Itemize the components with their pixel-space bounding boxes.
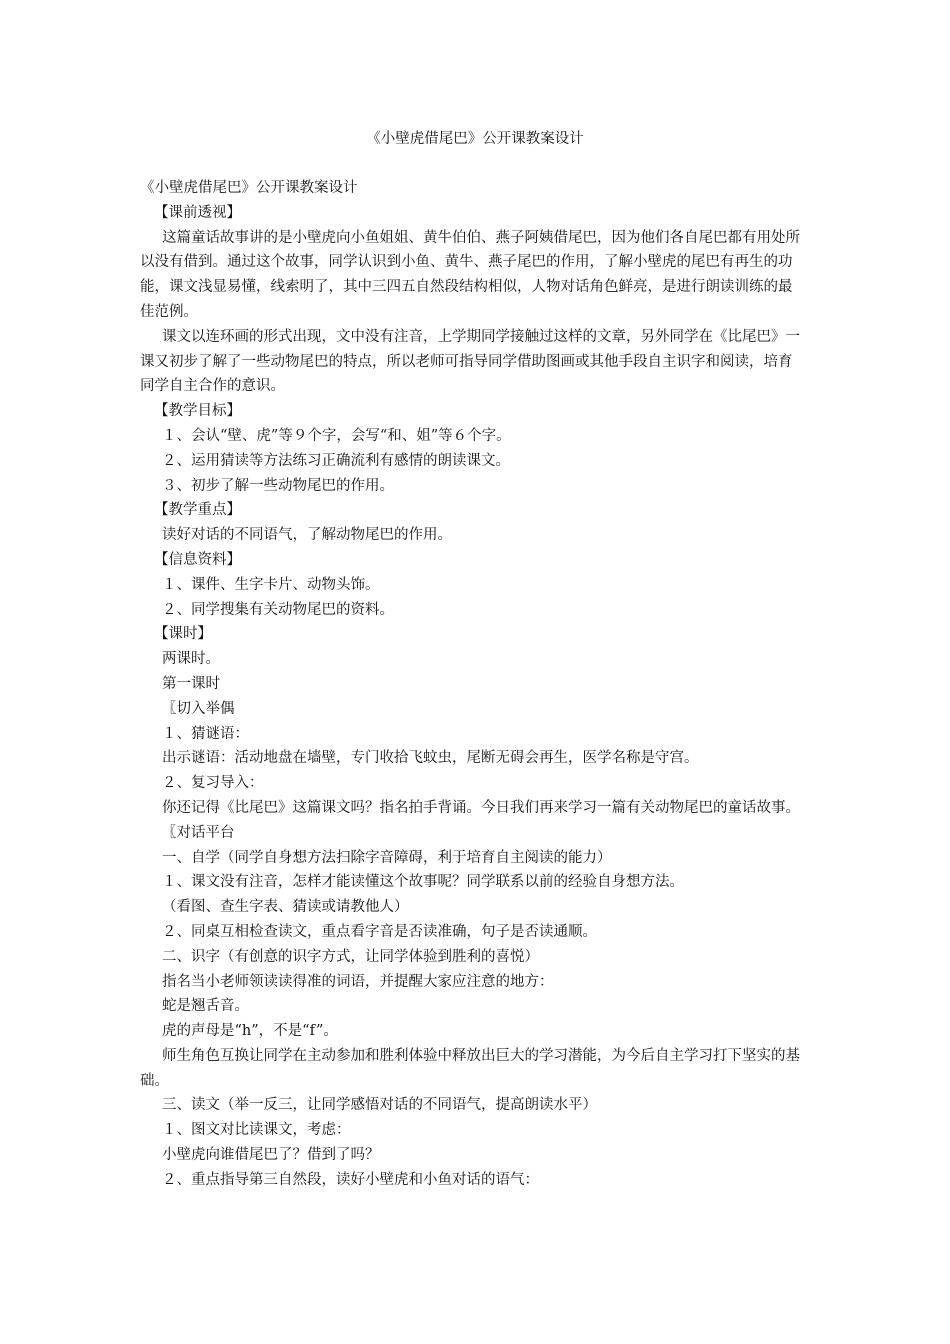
list-item: １、课文没有注音，怎样才能读懂这个故事呢？同学联系以前的经验自身想方法。	[162, 874, 684, 891]
paragraph: 三、读文（举一反三，让同学感悟对话的不同语气，提高朗读水平）	[162, 1097, 597, 1114]
paragraph: （看图、查生字表、猜读或请教他人）	[162, 899, 409, 916]
paragraph: 这篇童话故事讲的是小壁虎向小鱼姐姐、黄牛伯伯、燕子阿姨借尾巴，因为他们各自尾巴都有用处所以没有借到。通过这个故事，同学认识到小鱼、黄牛、燕子尾巴的作用，了解小壁虎的尾巴有再生的功能，课文浅显易懂，线索明了，其中三四五自然段结构相似，人物对话角色鲜亮，是进行朗读训练的最佳范例。	[140, 229, 800, 320]
section-heading: 〖切入举偶	[162, 700, 235, 717]
section-heading: 【教学重点】	[154, 502, 241, 519]
list-item: ２、复习导入：	[162, 775, 264, 792]
list-item: １、会认“壁、虎”等９个字，会写“和、姐”等６个字。	[162, 427, 511, 444]
subtitle-line: 《小壁虎借尾巴》公开课教案设计	[140, 180, 358, 196]
paragraph: 课文以连环画的形式出现，文中没有注音，上学期同学接触过这样的文章，另外同学在《比尾巴》一课又初步了解了一些动物尾巴的特点，所以老师可指导同学借助图画或其他手段自主识字和阅读，培育同学自主合作的意识。	[140, 328, 800, 395]
list-item: １、猜谜语：	[162, 725, 249, 742]
paragraph: 虎的声母是“h”，不是“f”。	[162, 1023, 338, 1040]
paragraph: 师生角色互换让同学在主动参加和胜利体验中释放出巨大的学习潜能，为今后自主学习打下坚实的基础。	[140, 1047, 800, 1089]
list-item: ２、重点指导第三自然段，读好小壁虎和小鱼对话的语气：	[162, 1171, 539, 1188]
section-heading: 〖对话平台	[162, 824, 235, 841]
page-title: 《小壁虎借尾巴》公开课教案设计	[366, 131, 584, 147]
paragraph: 读好对话的不同语气，了解动物尾巴的作用。	[162, 527, 452, 544]
paragraph: 两课时。	[162, 651, 220, 668]
section-heading: 【课时】	[154, 626, 212, 643]
paragraph: 二、识字（有创意的识字方式，让同学体验到胜利的喜悦）	[162, 948, 539, 965]
paragraph: 出示谜语：活动地盘在墙壁，专门收拾飞蚊虫，尾断无碍会再生，医学名称是守宫。	[162, 750, 699, 767]
section-heading: 【课前透视】	[154, 204, 241, 221]
section-heading: 【教学目标】	[154, 403, 241, 420]
paragraph: 你还记得《比尾巴》这篇课文吗？指名拍手背诵。今日我们再来学习一篇有关动物尾巴的童话故事。	[162, 799, 800, 816]
list-item: ２、同桌互相检查读文，重点看字音是否读准确，句子是否读通顺。	[162, 923, 597, 940]
list-item: １、课件、生字卡片、动物头饰。	[162, 576, 380, 593]
paragraph: 指名当小老师领读读得准的词语，并提醒大家应注意的地方：	[162, 973, 554, 990]
list-item: １、图文对比读课文，考虑：	[162, 1122, 351, 1139]
paragraph: 一、自学（同学自身想方法扫除字音障碍，利于培育自主阅读的能力）	[162, 849, 612, 866]
list-item: ３、初步了解一些动物尾巴的作用。	[162, 477, 394, 494]
section-heading: 【信息资料】	[154, 551, 241, 568]
list-item: ２、运用猜读等方法练习正确流利有感情的朗读课文。	[162, 452, 510, 469]
paragraph: 小壁虎向谁借尾巴了？借到了吗？	[162, 1147, 380, 1164]
list-item: ２、同学搜集有关动物尾巴的资料。	[162, 601, 394, 618]
paragraph: 第一课时	[162, 675, 220, 692]
document-body	[140, 176, 804, 1193]
paragraph: 蛇是翘舌音。	[162, 998, 249, 1015]
